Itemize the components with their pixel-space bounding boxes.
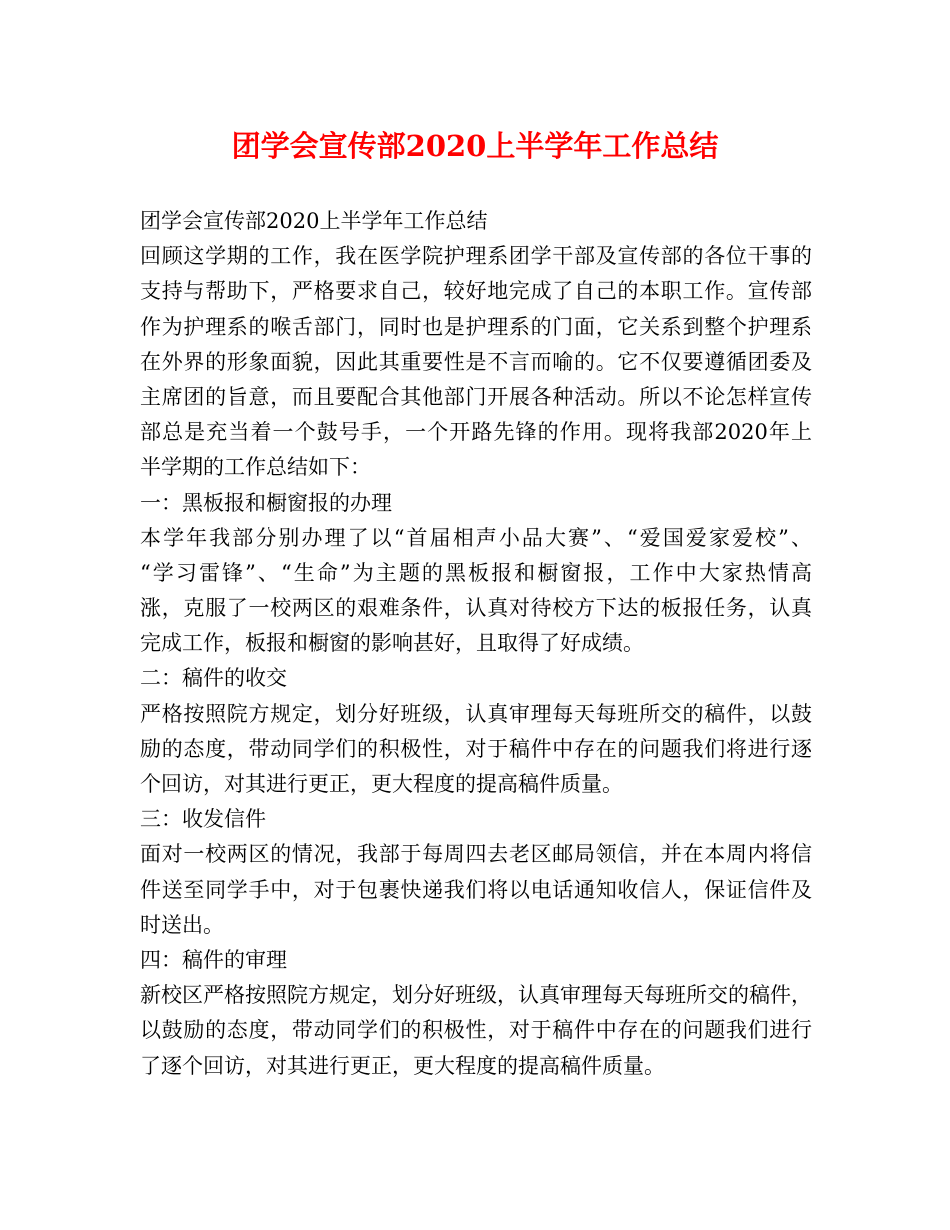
body-line: 回顾这学期的工作，我在医学院护理系团学干部及宣传部的各位干事的 — [140, 244, 812, 269]
body-line: 四：稿件的审理 — [140, 947, 287, 972]
body-line: 件送至同学手中，对于包裹快递我们将以电话通知收信人，保证信件及 — [140, 877, 812, 902]
body-line: 个回访，对其进行更正，更大程度的提高稿件质量。 — [140, 772, 623, 796]
body-line: 完成工作，板报和橱窗的影响甚好，且取得了好成绩。 — [140, 631, 644, 656]
body-line: 团学会宣传部2020上半学年工作总结 — [140, 209, 488, 233]
body-line: 三：收发信件 — [140, 807, 266, 832]
body-line: 以鼓励的态度，带动同学们的积极性，对于稿件中存在的问题我们进行 — [140, 1018, 812, 1043]
body-line: 二：稿件的收交 — [140, 666, 287, 691]
body-line: 一：黑板报和橱窗报的办理 — [140, 490, 392, 515]
body-line: 部总是充当着一个鼓号手，一个开路先锋的作用。现将我部2020年上 — [140, 420, 812, 445]
body-line: 涨，克服了一校两区的艰难条件，认真对待校方下达的板报任务，认真 — [140, 596, 812, 621]
body-line: 在外界的形象面貌，因此其重要性是不言而喻的。它不仅要遵循团委及 — [140, 349, 812, 374]
body-line: 面对一校两区的情况，我部于每周四去老区邮局领信，并在本周内将信 — [140, 842, 812, 867]
body-line: 半学期的工作总结如下： — [140, 455, 371, 480]
body-line: 严格按照院方规定，划分好班级，认真审理每天每班所交的稿件，以鼓 — [140, 701, 812, 726]
body-line: 励的态度，带动同学们的积极性，对于稿件中存在的问题我们将进行逐 — [140, 736, 812, 761]
body-line: 本学年我部分别办理了以“首届相声小品大赛”、“爱国爱家爱校”、 — [140, 525, 812, 550]
body-line: 时送出。 — [140, 912, 224, 937]
body-line: 新校区严格按照院方规定，划分好班级，认真审理每天每班所交的稿件， — [140, 983, 812, 1008]
body-line: “学习雷锋”、“生命”为主题的黑板报和橱窗报，工作中大家热情高 — [140, 560, 812, 585]
body-line: 支持与帮助下，严格要求自己，较好地完成了自己的本职工作。宣传部 — [140, 279, 812, 304]
body-line: 作为护理系的喉舌部门，同时也是护理系的门面，它关系到整个护理系 — [140, 314, 812, 339]
document-body — [140, 204, 812, 1084]
document-title: 团学会宣传部2020上半学年工作总结 — [231, 129, 719, 163]
body-line: 主席团的旨意，而且要配合其他部门开展各种活动。所以不论怎样宣传 — [140, 384, 812, 409]
body-line: 了逐个回访，对其进行更正，更大程度的提高稿件质量。 — [140, 1053, 665, 1078]
